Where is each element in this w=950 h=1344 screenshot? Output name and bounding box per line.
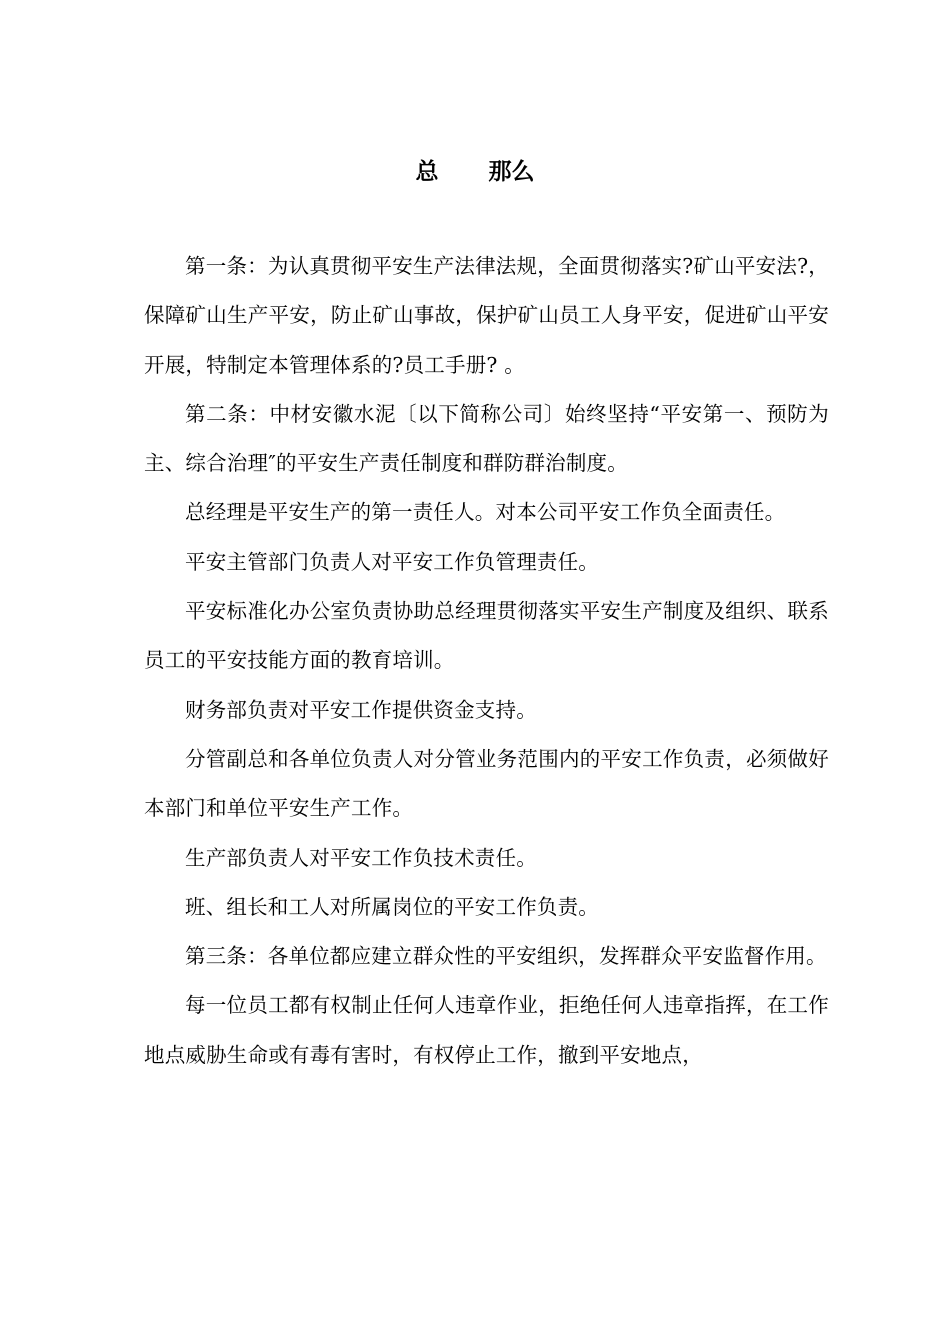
paragraph-8: 生产部负责人对平安工作负技术责任。	[185, 845, 537, 870]
paragraph-10: 第三条：各单位都应建立群众性的平安组织，发挥群众平安监督作用。	[185, 944, 827, 969]
paragraph-6: 财务部负责对平安工作提供资金支持。	[185, 697, 537, 722]
paragraph-7: 分管副总和各单位负责人对分管业务范围内的平安工作负责，必须做好本部门和单位平安生产工作。	[144, 746, 829, 821]
title-part-1: 总	[415, 158, 439, 185]
page-title	[0, 152, 950, 192]
paragraph-5: 平安标准化办公室负责协助总经理贯彻落实平安生产制度及组织、联系员工的平安技能方面的教育培训。	[144, 599, 829, 673]
paragraph-3: 总经理是平安生产的第一责任人。对本公司平安工作负全面责任。	[185, 500, 786, 525]
paragraph-1: 第一条：为认真贯彻平安生产法律法规，全面贯彻落实?矿山平安法?，保障矿山生产平安，防止矿山事故，保护矿山员工人身平安，促进矿山平安开展，特制定本管理体系的?员工手册? 。	[144, 254, 829, 377]
paragraph-2: 第二条：中材安徽水泥〔以下简称公司〕始终坚持“平安第一、预防为主、综合治理″的平安生产责任制度和群防群治制度。	[144, 401, 829, 476]
paragraph-11: 每一位员工都有权制止任何人违章作业，拒绝任何人违章指挥，在工作地点威胁生命或有毒有害时，有权停止工作，撤到平安地点，	[144, 993, 829, 1067]
paragraph-4: 平安主管部门负责人对平安工作负管理责任。	[185, 549, 599, 574]
paragraph-9: 班、组长和工人对所属岗位的平安工作负责。	[185, 894, 599, 919]
document-body	[144, 242, 829, 1080]
title-part-2: 那么	[488, 158, 535, 185]
